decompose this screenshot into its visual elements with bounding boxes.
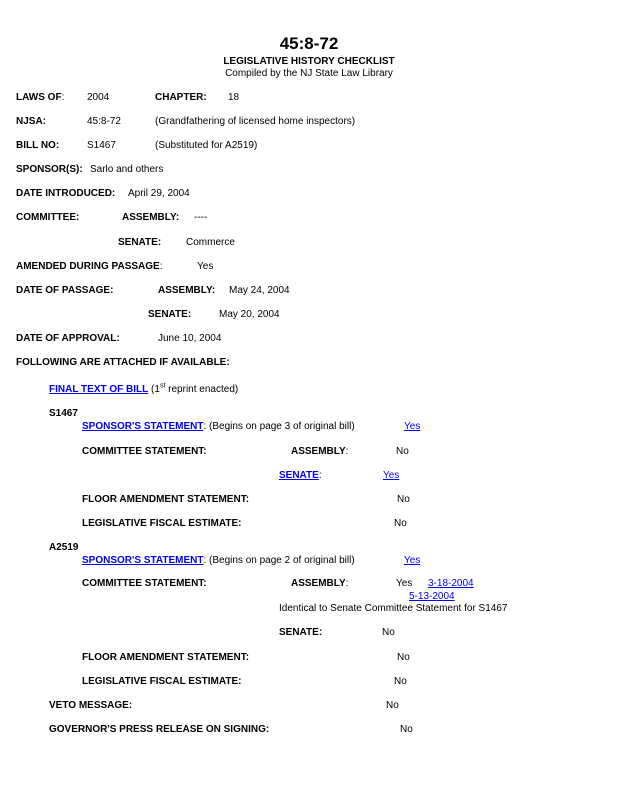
s1467-assembly-label: ASSEMBLY [291,446,346,457]
passage-assembly-label: ASSEMBLY: [158,285,216,296]
bill-no-value: S1467 [87,140,116,151]
attached-heading: FOLLOWING ARE ATTACHED IF AVAILABLE: [16,357,230,368]
a2519-floor-value: No [397,652,410,663]
final-text-link[interactable]: FINAL TEXT OF BILL [49,384,149,395]
s1467-sponsor-row [82,421,355,432]
amended-label: AMENDED DURING PASSAGE [16,261,160,272]
chapter-label: CHAPTER: [155,92,207,103]
passage-senate-value: May 20, 2004 [219,309,280,320]
press-release-value: No [400,724,413,735]
sponsors-label: SPONSOR(S): [16,164,83,175]
a2519-fiscal-label: LEGISLATIVE FISCAL ESTIMATE: [82,676,242,687]
final-text-sup: st [159,382,166,390]
s1467-senate-link[interactable]: SENATE [279,470,319,481]
a2519-identical-note: Identical to Senate Committee Statement for S1467 [279,603,508,614]
compiled-by: Compiled by the NJ State Law Library [225,68,393,79]
s1467-sponsor-statement-link[interactable]: SPONSOR'S STATEMENT [82,421,204,432]
final-text-suffix: reprint enacted) [165,384,239,395]
a2519-committee-label: COMMITTEE STATEMENT: [82,578,207,589]
laws-of-value: 2004 [87,92,110,103]
a2519-sponsor-desc: : (Begins on page 2 of original bill) [203,555,355,566]
committee-senate-label: SENATE: [118,237,162,248]
final-text-prefix: (1 [148,384,160,395]
a2519-senate-value: No [382,627,395,638]
a2519-sponsor-row [82,555,355,566]
s1467-assembly-colon: : [345,446,349,457]
a2519-senate-label: SENATE: [279,627,323,638]
final-text-row [49,384,238,395]
s1467-senate-yes-link[interactable]: Yes [383,470,400,481]
amended-colon: : [159,261,163,272]
s1467-floor-label: FLOOR AMENDMENT STATEMENT: [82,494,250,505]
s1467-assembly-row [291,446,348,457]
date-introduced-label: DATE INTRODUCED: [16,188,116,199]
committee-assembly-value: ---- [194,212,208,223]
a2519-assembly-label: ASSEMBLY [291,578,346,589]
bill-no-label: BILL NO: [16,140,60,151]
date-of-passage-label: DATE OF PASSAGE: [16,285,114,296]
chapter-value: 18 [228,92,240,103]
veto-message-label: VETO MESSAGE: [49,700,133,711]
a2519-assembly-row [291,578,348,589]
a2519-fiscal-value: No [394,676,407,687]
passage-senate-label: SENATE: [148,309,192,320]
s1467-floor-value: No [397,494,410,505]
sponsors-value: Sarlo and others [90,164,164,175]
njsa-value: 45:8-72 [87,116,121,127]
laws-of-colon: : [61,92,65,103]
date-of-approval-label: DATE OF APPROVAL: [16,333,120,344]
passage-assembly-value: May 24, 2004 [229,285,290,296]
laws-of-label: LAWS OF [16,92,62,103]
s1467-sponsor-yes-link[interactable]: Yes [404,421,421,432]
s1467-assembly-value: No [396,446,409,457]
a2519-sponsor-statement-link[interactable]: SPONSOR'S STATEMENT [82,555,204,566]
press-release-label: GOVERNOR'S PRESS RELEASE ON SIGNING: [49,724,270,735]
a2519-floor-label: FLOOR AMENDMENT STATEMENT: [82,652,250,663]
a2519-bill-label: A2519 [49,542,79,553]
veto-message-value: No [386,700,399,711]
amended-row [16,261,163,272]
njsa-description: (Grandfathering of licensed home inspectors) [155,116,356,127]
committee-senate-value: Commerce [186,237,235,248]
date-of-approval-value: June 10, 2004 [158,333,222,344]
committee-assembly-label: ASSEMBLY: [122,212,180,223]
s1467-senate-colon: : [318,470,322,481]
s1467-senate-row [279,470,322,481]
page-subtitle: LEGISLATIVE HISTORY CHECKLIST [223,56,395,67]
njsa-label: NJSA: [16,116,47,127]
laws-of-row [16,92,64,103]
bill-no-description: (Substituted for A2519) [155,140,258,151]
s1467-fiscal-label: LEGISLATIVE FISCAL ESTIMATE: [82,518,242,529]
page-title: 45:8-72 [279,34,339,53]
s1467-committee-label: COMMITTEE STATEMENT: [82,446,207,457]
a2519-assembly-colon: : [345,578,349,589]
amended-value: Yes [197,261,214,272]
committee-label: COMMITTEE: [16,212,80,223]
s1467-sponsor-desc: : (Begins on page 3 of original bill) [203,421,355,432]
s1467-bill-label: S1467 [49,408,78,419]
s1467-fiscal-value: No [394,518,407,529]
a2519-assembly-value: Yes [396,578,413,589]
a2519-sponsor-yes-link[interactable]: Yes [404,555,421,566]
a2519-assembly-link-0318[interactable]: 3-18-2004 [428,578,474,589]
date-introduced-value: April 29, 2004 [128,188,190,199]
a2519-assembly-link-0513[interactable]: 5-13-2004 [409,591,455,602]
